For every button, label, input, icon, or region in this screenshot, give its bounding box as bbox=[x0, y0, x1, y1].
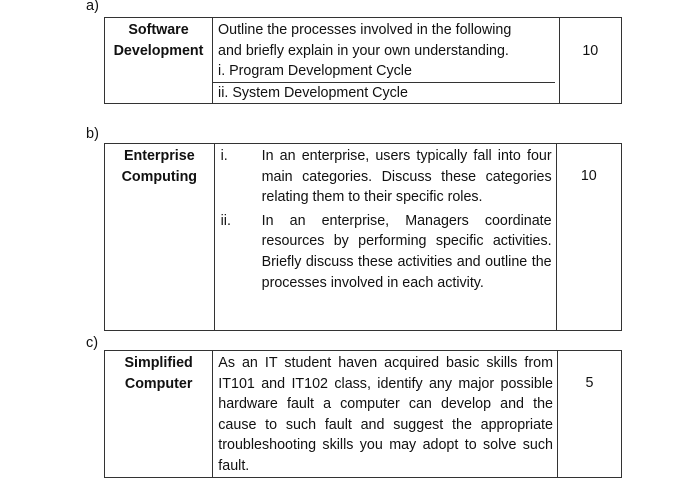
description-text: As an IT student haven acquired basic skills from IT101 and IT102 class, identify any major possible hardware fault a computer can develop and the cause to such fault and suggest the appropriate troubleshooting skills you may adopt to solve such fault. bbox=[218, 355, 553, 474]
question-label-c: c) bbox=[86, 335, 99, 351]
subject-cell-a bbox=[105, 18, 213, 104]
sub-question-number: ii. bbox=[220, 212, 231, 229]
question-table-a bbox=[104, 17, 622, 104]
subject-line: Computer bbox=[124, 375, 193, 392]
marks-value: 10 bbox=[580, 168, 597, 184]
subject-line: Computing bbox=[121, 168, 198, 185]
subject-cell-c bbox=[105, 351, 213, 478]
subject-line: Simplified bbox=[124, 355, 193, 371]
description-cell-b bbox=[214, 144, 556, 331]
question-table-b bbox=[104, 143, 622, 331]
marks-cell-b bbox=[556, 144, 621, 331]
subject-line: Software bbox=[128, 22, 189, 38]
marks-cell-c bbox=[557, 351, 621, 478]
sub-question-text: In an enterprise, users typically fall into four main categories. Discuss these categories relating them to their specific roles. bbox=[261, 148, 552, 206]
description-cell-a bbox=[213, 18, 560, 104]
sub-question-ii bbox=[215, 211, 556, 293]
subject-cell-b bbox=[105, 144, 215, 331]
description-line: i. Program Development Cycle bbox=[213, 61, 555, 83]
marks-value: 5 bbox=[585, 375, 594, 391]
marks-value: 10 bbox=[582, 43, 599, 59]
marks-cell-a bbox=[559, 18, 621, 104]
sub-question-i bbox=[215, 146, 556, 208]
question-table-c bbox=[104, 350, 622, 478]
description-line: Outline the processes involved in the following bbox=[218, 22, 512, 38]
sub-question-text: In an enterprise, Managers coordinate resources by performing specific activities. Briefly discuss these activities and outline the processes involved in each activity. bbox=[261, 212, 552, 291]
question-label-b: b) bbox=[86, 126, 99, 142]
subject-line: Enterprise bbox=[123, 148, 195, 164]
question-label-a: a) bbox=[86, 0, 99, 14]
description-line: ii. System Development Cycle bbox=[218, 84, 408, 101]
subject-line: Development bbox=[113, 42, 204, 59]
description-line: and briefly explain in your own understanding. bbox=[218, 42, 509, 59]
description-cell-c bbox=[213, 351, 558, 478]
sub-question-number: i. bbox=[220, 148, 228, 164]
